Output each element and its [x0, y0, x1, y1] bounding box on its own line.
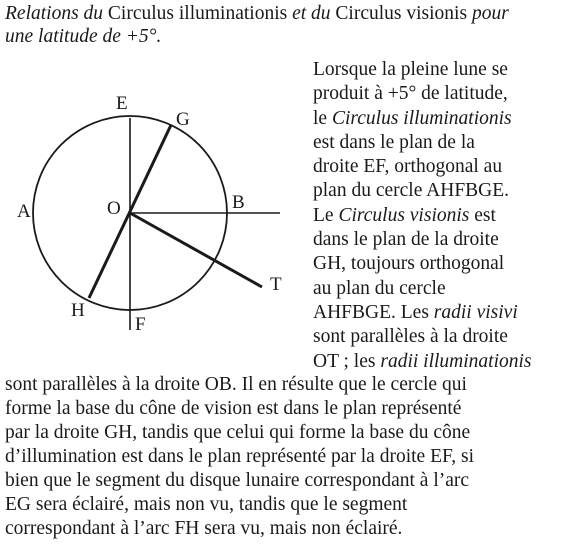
bottom-line-1: sont parallèles à la droite OB. Il en résulte que le cercle qui: [5, 374, 467, 395]
side-paragraph: [313, 58, 568, 374]
caption-italic-3: pour: [471, 3, 509, 24]
side-line-4: est dans le plan de la: [313, 131, 475, 153]
label-o: O: [107, 198, 121, 219]
side-line-7-c: est: [469, 204, 496, 226]
label-b: B: [232, 192, 245, 213]
side-line-7: [313, 204, 568, 228]
side-line-3: [313, 107, 568, 131]
label-e: E: [116, 93, 128, 114]
bottom-line-7: correspondant à l’arc FH sera vu, mais non éclairé.: [5, 518, 403, 539]
side-line-7-a: Le: [313, 204, 339, 226]
side-line-10: au plan du cercle: [313, 277, 446, 299]
caption-term-1: Circulus illuminationis: [103, 3, 293, 24]
caption-italic-2: et du: [292, 3, 331, 24]
side-line-3-a: le: [313, 107, 332, 129]
side-line-13: [313, 350, 568, 374]
side-line-9: GH, toujours orthogonal: [313, 253, 505, 275]
side-line-7-b: Circulus visionis: [338, 204, 470, 226]
bottom-line-3: par la droite GH, tandis que celui qui forme la base du cône: [5, 422, 471, 443]
bottom-line-6: EG sera éclairé, mais non vu, tandis que le segment: [5, 494, 408, 515]
side-line-11: [313, 301, 568, 325]
side-line-5: droite EF, orthogonal au: [313, 156, 503, 178]
side-line-13-a: OT ; les: [313, 350, 381, 372]
label-f: F: [135, 314, 146, 335]
bottom-line-4: d’illumination est dans le plan représenté par la droite EF, si: [5, 446, 475, 467]
side-line-11-b: radii visivi: [433, 301, 518, 323]
side-line-6: plan du cercle AHFBGE.: [313, 180, 510, 202]
bottom-paragraph: [5, 373, 567, 541]
bottom-line-2: forme la base du cône de vision est dans le plan représenté: [5, 398, 462, 419]
side-line-2: produit à +5° de latitude,: [313, 83, 508, 105]
side-line-1: Lorsque la pleine lune se: [313, 59, 508, 80]
label-a: A: [17, 201, 31, 222]
side-line-11-a: AHFBGE. Les: [313, 301, 434, 323]
bottom-line-5: bien que le segment du disque lunaire correspondant à l’arc: [5, 470, 470, 491]
side-line-8: dans le plan de la droite: [313, 229, 499, 251]
label-g: G: [176, 109, 190, 130]
caption-term-2: Circulus visionis: [330, 3, 472, 24]
label-t: T: [270, 274, 282, 295]
line-ot: [130, 213, 262, 287]
label-h: H: [71, 300, 85, 321]
side-line-12: sont parallèles à la droite: [313, 326, 508, 348]
caption-italic-4: une latitude de +5°.: [5, 26, 162, 47]
side-line-13-b: radii illuminationis: [380, 350, 532, 372]
side-line-3-b: Circulus illuminationis: [331, 107, 512, 129]
caption-italic-1: Relations du: [5, 3, 104, 24]
